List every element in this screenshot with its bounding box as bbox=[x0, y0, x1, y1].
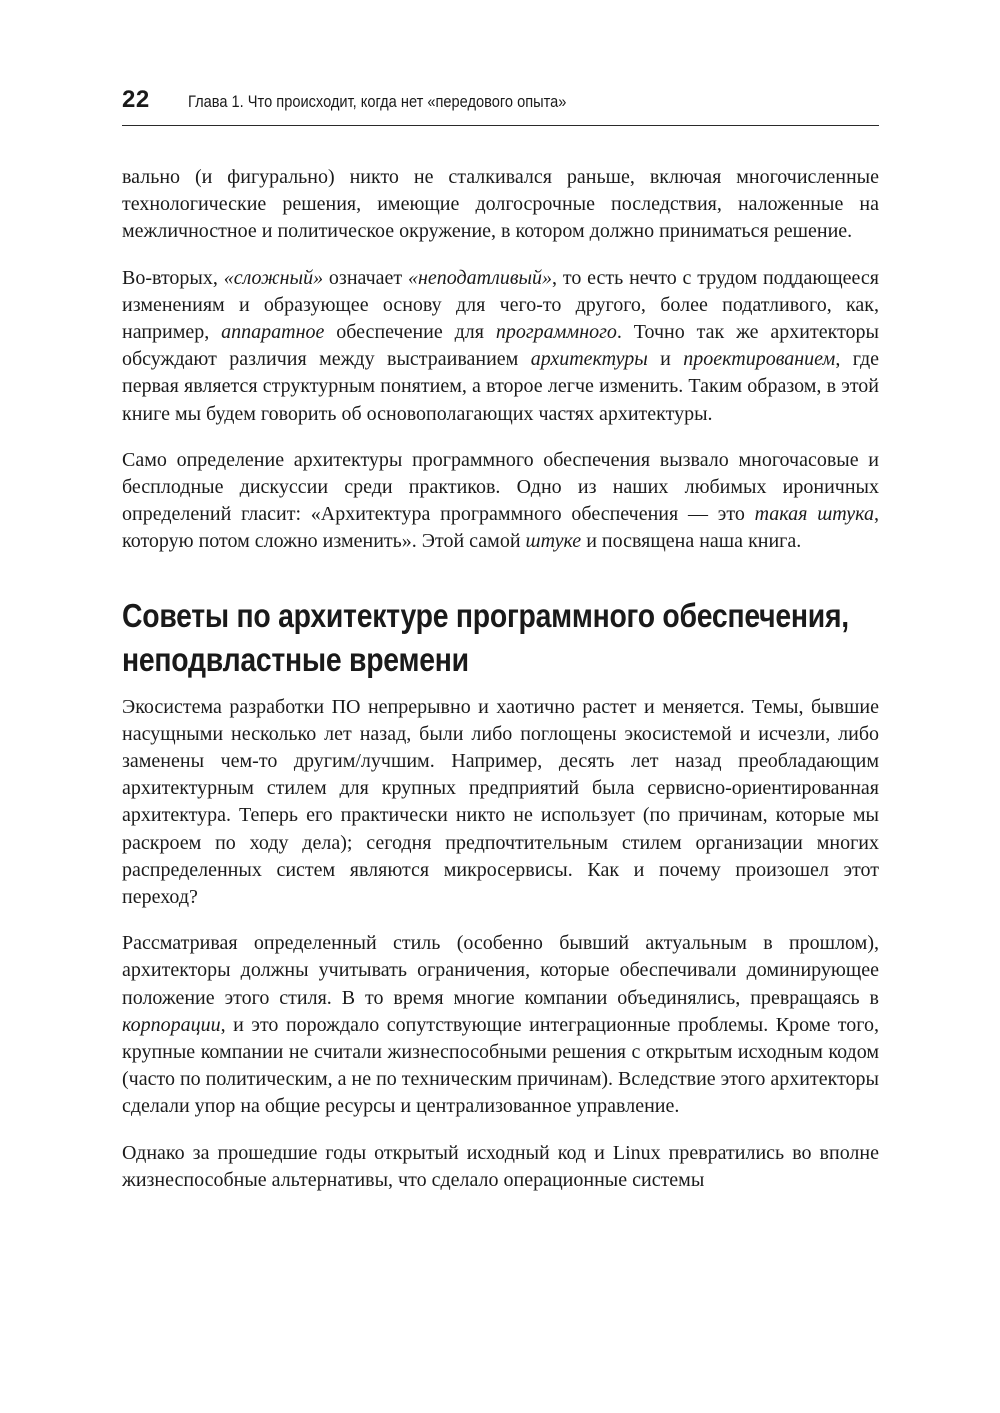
header-rule bbox=[122, 125, 879, 126]
running-head: Глава 1. Что происходит, когда нет «передового опыта» bbox=[187, 92, 567, 111]
paragraph: вально (и фигурально) никто не сталкивался раньше, включая многочисленные технологические решения, имеющие долгосрочные последствия, наложенные на межличностное и политическое окружение, в котором должно приниматься решение. bbox=[122, 166, 879, 243]
section-heading: Советы по архитектуре программного обеспечения, неподвластные времени bbox=[122, 596, 849, 678]
emphasis: «сложный» bbox=[223, 266, 324, 289]
paragraph: Рассматривая определенный стиль (особенно бывший актуальным в прошлом), архитекторы должны учитывать ограничения, которые обеспечивали доминирующее положение этого стиля. В то время многие компании объединялись, превращаясь в корпорации, и это порождало сопутствующие интеграционные проблемы. Кроме того, крупные компании не считали жизнеспособными решения с открытым исходным кодом (часто по политическим, а не по техническим причинам). Вследствие этого архитекторы сделали упор на общие ресурсы и централизованное управление. bbox=[122, 932, 879, 1118]
paragraph: Само определение архитектуры программного обеспечения вызвало многочасовые и бесплодные дискуссии среди практиков. Одно из наших любимых ироничных определений гласит: «Архитектура программного обеспечения — это такая штука, которую потом сложно изменить». Этой самой штуке и посвящена наша книга. bbox=[122, 448, 879, 553]
page-header bbox=[122, 86, 879, 114]
emphasis: корпорации bbox=[122, 1013, 221, 1036]
emphasis: проектированием bbox=[683, 348, 836, 371]
page-body bbox=[122, 164, 879, 1213]
emphasis: программного bbox=[495, 321, 617, 344]
emphasis: «неподатливый» bbox=[408, 266, 553, 289]
paragraph: Во-вторых, «сложный» означает «неподатливый», то есть нечто с трудом поддающееся изменениям и образующее основу для чего-то другого, более податливого, как, например, аппаратное обеспечение для программного. Точно так же архитекторы обсуждают различия между выстраиванием архитектуры и проектированием, где первая является структурным понятием, а второе легче изменить. Таким образом, в этой книге мы будем говорить об основополагающих частях архитектуры. bbox=[122, 266, 880, 425]
emphasis: штуке bbox=[525, 530, 582, 553]
paragraph: Экосистема разработки ПО непрерывно и хаотично растет и меняется. Темы, бывшие насущными несколько лет назад, были либо поглощены экосистемой и исчезли, либо заменены чем-то другим/лучшим. Например, десять лет назад преобладающим архитектурным стилем для крупных предприятий была сервисно-ориентированная архитектура. Теперь его практически никто не использует (по причинам, которые мы раскроем по ходу дела); сегодня предпочтительным стилем организации многих распределенных систем являются микросервисы. Как и почему произошел этот переход? bbox=[122, 695, 879, 909]
emphasis: аппаратное bbox=[221, 321, 325, 344]
paragraph: Однако за прошедшие годы открытый исходный код и Linux превратились во вполне жизнеспособные альтернативы, что сделало операционные системы bbox=[122, 1141, 879, 1191]
page-number: 22 bbox=[122, 86, 150, 113]
emphasis: архитектуры bbox=[530, 348, 648, 371]
emphasis: такая штука bbox=[754, 503, 874, 526]
